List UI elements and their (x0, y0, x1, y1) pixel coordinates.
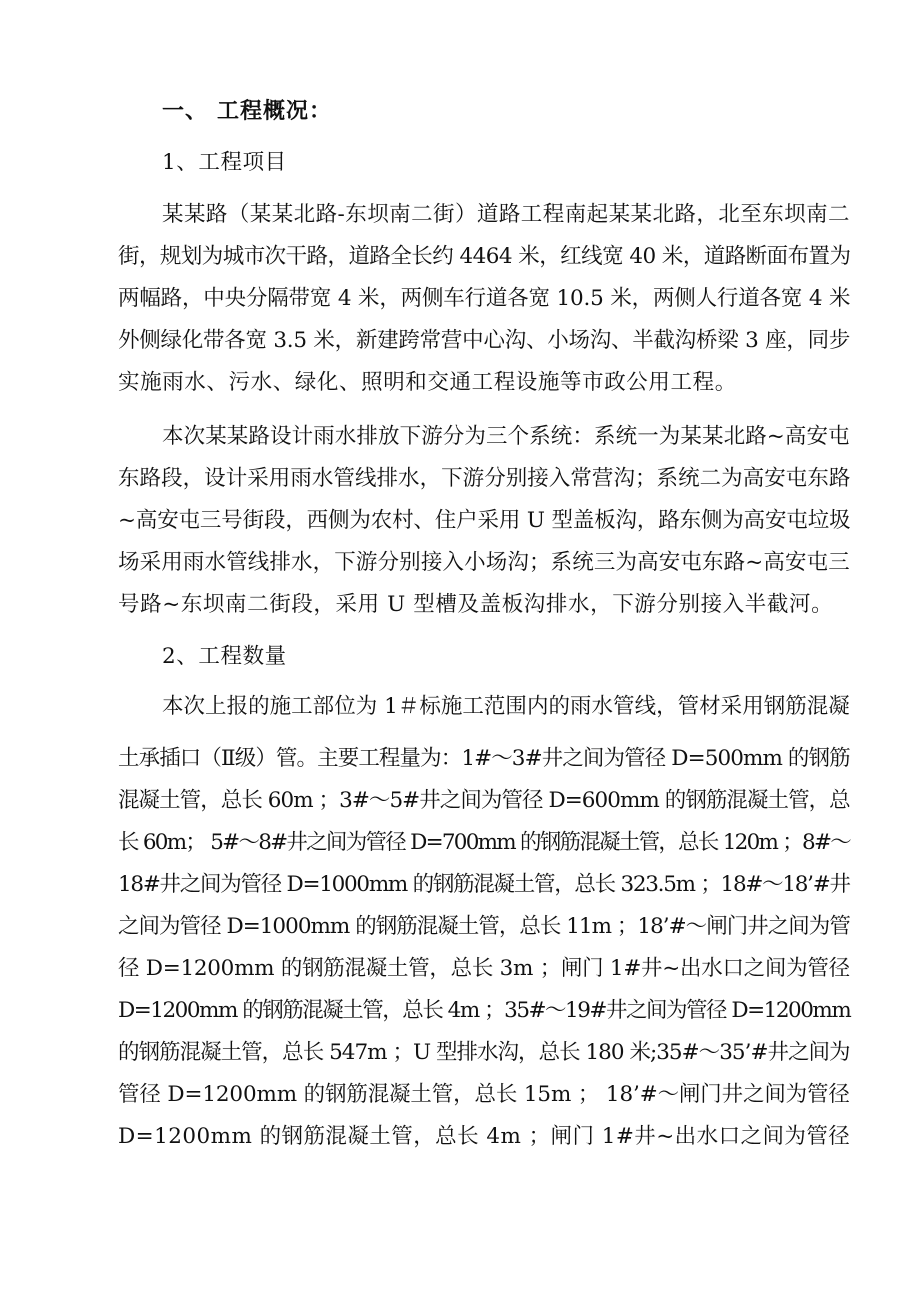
paragraph-line: 东路段，设计采用雨水管线排水，下游分别接入常营沟；系统二为高安屯东路 (118, 466, 851, 491)
section-heading (162, 96, 332, 126)
paragraph-line: 两幅路，中央分隔带宽 4 米，两侧车行道各宽 10.5 米，两侧人行道各宽 4 米 (118, 286, 851, 311)
paragraph-line: 之间为管径 D=1000mm 的钢筋混凝土管，总长 11m ；18’#～闸门井之间为管 (118, 914, 850, 939)
paragraph-line: 18#井之间为管径 D=1000mm 的钢筋混凝土管，总长 323.5m ；18#～18’#井 (118, 872, 850, 897)
paragraph-line: 本次上报的施工部位为 1＃标施工范围内的雨水管线，管材采用钢筋混凝 (162, 694, 850, 719)
paragraph-line: D=1200mm 的钢筋混凝土管，总长 4m ；35#～19#井之间为管径 D=1200mm (118, 998, 851, 1023)
paragraph-line: 管径 D=1200mm 的钢筋混凝土管，总长 15m ； 18’#～闸门井之间为管径 (118, 1082, 850, 1107)
paragraph-line: 实施雨水、污水、绿化、照明和交通工程设施等市政公用工程。 (118, 370, 737, 395)
paragraph-line: 场采用雨水管线排水，下游分别接入小场沟；系统三为高安屯东路~高安屯三 (118, 550, 850, 575)
paragraph-line: 号路~东坝南二街段，采用 U 型槽及盖板沟排水，下游分别接入半截河。 (118, 592, 834, 617)
paragraph-line: 的钢筋混凝土管，总长 547m ；U 型排水沟，总长 180 米;35#～35’#井之间为 (118, 1040, 850, 1065)
paragraph-line: 土承插口（Ⅱ级）管。主要工程量为：1#～3#井之间为管径 D=500mm 的钢筋 (118, 746, 850, 771)
paragraph-line: 外侧绿化带各宽 3.5 米，新建跨常营中心沟、小场沟、半截沟桥梁 3 座，同步 (118, 328, 851, 353)
paragraph-line: 长 60m； 5#～8#井之间为管径 D=700mm 的钢筋混凝土管，总长 120m ；8#～ (118, 830, 851, 855)
section-title: 工程概况： (217, 98, 333, 124)
subsection-title-project: 1、工程项目 (162, 150, 287, 175)
section-number: 一、 (162, 98, 209, 124)
paragraph-line: ~高安屯三号街段，西侧为农村、住户采用 U 型盖板沟，路东侧为高安屯垃圾 (118, 508, 851, 533)
paragraph-line: 本次某某路设计雨水排放下游分为三个系统：系统一为某某北路~高安屯 (162, 424, 850, 449)
paragraph-line: D=1200mm 的钢筋混凝土管，总长 4m ；闸门 1#井~出水口之间为管径 (118, 1124, 851, 1149)
paragraph-line: 混凝土管，总长 60m ；3#～5#井之间为管径 D=600mm 的钢筋混凝土管，总 (118, 788, 850, 813)
paragraph-line: 某某路（某某北路-东坝南二街）道路工程南起某某北路，北至东坝南二 (162, 202, 850, 227)
paragraph-line: 径 D=1200mm 的钢筋混凝土管，总长 3m ；闸门 1#井~出水口之间为管径 (118, 956, 850, 981)
paragraph-line: 街，规划为城市次干路，道路全长约 4464 米，红线宽 40 米，道路断面布置为 (118, 244, 851, 269)
subsection-title-quantity: 2、工程数量 (162, 644, 287, 669)
